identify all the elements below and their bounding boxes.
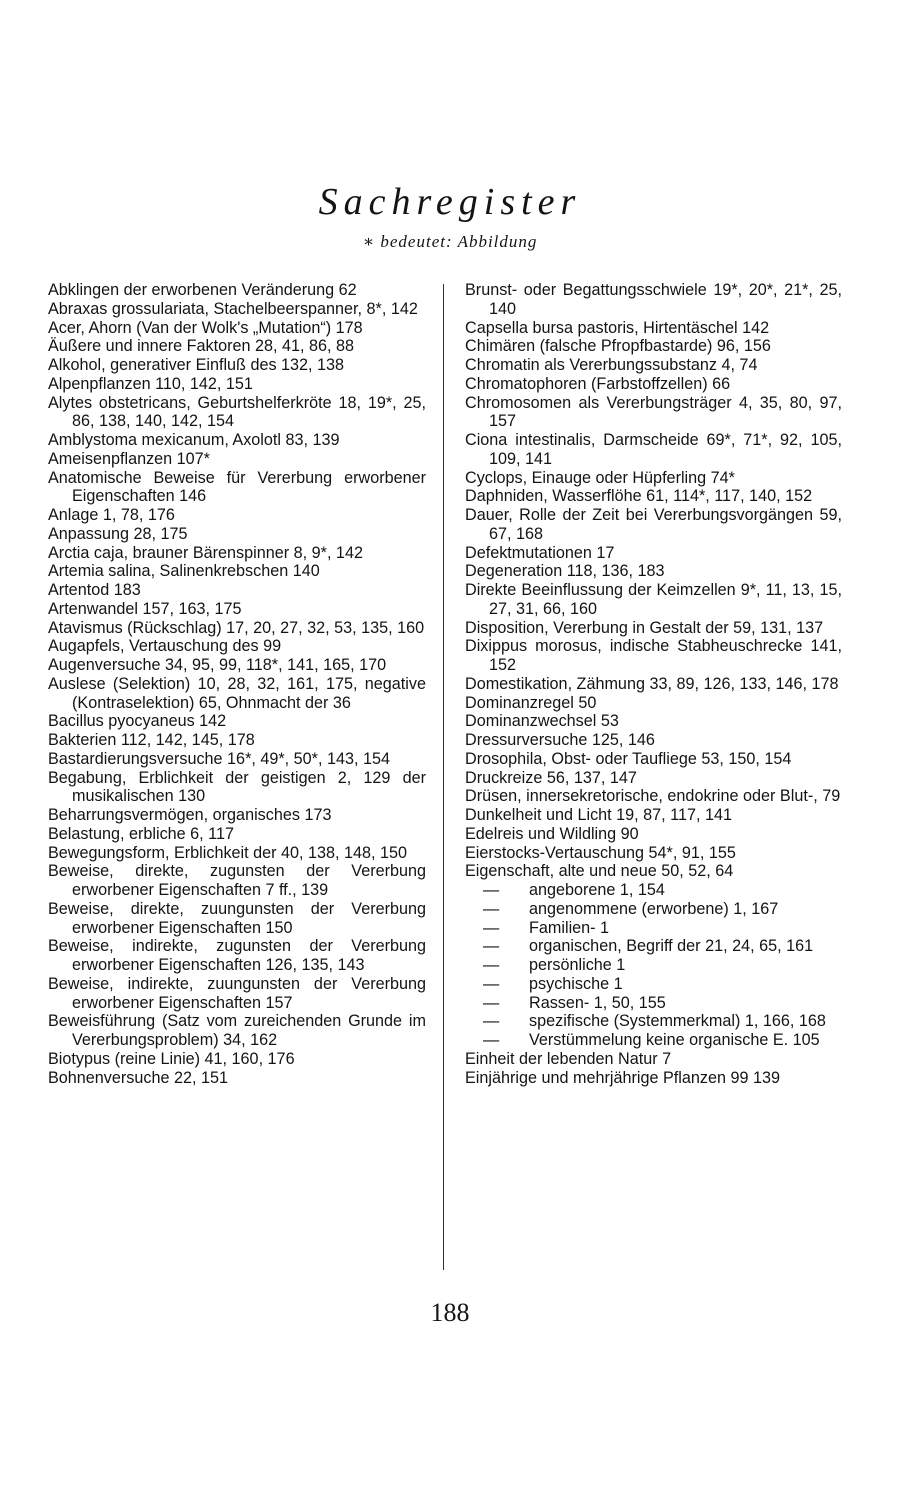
page-title: Sachregister xyxy=(318,181,582,223)
index-entry: Abraxas grossulariata, Stachelbeerspanner, 8*, 142 xyxy=(48,299,418,318)
index-entry: Bastardierungsversuche 16*, 49*, 50*, 143, 154 xyxy=(48,749,390,768)
subentry-dash: — xyxy=(483,974,500,993)
index-entry: Beharrungsvermögen, organisches 173 xyxy=(48,806,332,824)
index-entry: Druckreize 56, 137, 147 xyxy=(465,768,637,787)
index-subentry xyxy=(465,975,842,994)
index-entry: Bewegungsform, Erblichkeit der 40, 138, 148, 150 xyxy=(48,843,408,862)
subentry-text: spezifische (Systemmerkmal) 1, 166, 168 xyxy=(529,1012,826,1031)
subentry-dash: — xyxy=(483,918,500,937)
index-entry: Bohnenversuche 22, 151 xyxy=(48,1068,228,1087)
index-entry: Äußere und innere Faktoren 28, 41, 86, 88 xyxy=(48,337,354,356)
index-entry: Brunst- oder Begattungsschwiele 19*, 20*, 21*, 25, 140 xyxy=(465,281,842,318)
index-entry: Direkte Beeinflussung der Keimzellen 9*, 11, 13, 15, 27, 31, 66, 160 xyxy=(465,581,842,618)
index-entry: Chromatophoren (Farbstoffzellen) 66 xyxy=(465,374,731,393)
subentry-text: Familien- 1 xyxy=(529,918,610,937)
index-entry: Begabung, Erblichkeit der geistigen 2, 129 der musikalischen 130 xyxy=(48,768,426,806)
index-entry: Dauer, Rolle der Zeit bei Vererbungsvorgängen 59, 67, 168 xyxy=(465,506,842,543)
index-entry: Augenversuche 34, 95, 99, 118*, 141, 165, 170 xyxy=(48,656,387,674)
subentry-dash: — xyxy=(483,899,500,918)
index-entry: Drüsen, innersekretorische, endokrine oder Blut-, 79 xyxy=(465,787,841,806)
index-subentry xyxy=(465,937,842,956)
index-entry: Disposition, Vererbung in Gestalt der 59, 131, 137 xyxy=(465,618,824,637)
index-entry: Degeneration 118, 136, 183 xyxy=(465,562,665,581)
index-entry: Edelreis und Wildling 90 xyxy=(465,824,639,843)
index-entry: Beweisführung (Satz vom zureichenden Grunde im Vererbungsproblem) 34, 162 xyxy=(48,1012,426,1049)
subentry-dash: — xyxy=(483,956,500,974)
index-entry: Auslese (Selektion) 10, 28, 32, 161, 175, negative (Kontraselektion) 65, Ohnmacht der 36 xyxy=(48,674,426,712)
index-entry: Arctia caja, brauner Bärenspinner 8, 9*, 142 xyxy=(48,543,363,562)
subentry-dash: — xyxy=(483,881,500,899)
index-entry: Chromosomen als Vererbungsträger 4, 35, 80, 97, 157 xyxy=(465,393,842,431)
index-entry: Beweise, direkte, zugunsten der Vererbung erworbener Eigenschaften 7 ff., 139 xyxy=(48,862,426,899)
index-entry: Beweise, indirekte, zugunsten der Vererbung erworbener Eigenschaften 126, 135, 143 xyxy=(48,937,426,974)
index-subentry xyxy=(465,900,842,919)
index-column-left xyxy=(48,281,426,1087)
index-entry: Bakterien 112, 142, 145, 178 xyxy=(48,731,255,749)
index-entry: Dominanzregel 50 xyxy=(465,693,597,712)
index-subentry xyxy=(465,919,842,938)
page-number: 188 xyxy=(430,1298,470,1327)
index-subentry xyxy=(465,881,842,900)
index-subentry xyxy=(465,956,842,975)
subentry-text: psychische 1 xyxy=(529,974,623,993)
subentry-text: angeborene 1, 154 xyxy=(529,881,665,899)
index-entry: Eigenschaft, alte und neue 50, 52, 64 xyxy=(465,862,734,881)
index-entry: Einheit der lebenden Natur 7 xyxy=(465,1049,672,1068)
subentry-dash: — xyxy=(483,1031,500,1049)
index-entry: Belastung, erbliche 6, 117 xyxy=(48,824,234,843)
index-column-right xyxy=(465,281,842,1087)
index-entry: Domestikation, Zähmung 33, 89, 126, 133, 146, 178 xyxy=(465,674,839,693)
index-subentry xyxy=(465,1012,842,1031)
index-entry: Dressurversuche 125, 146 xyxy=(465,731,655,749)
index-entry: Artentod 183 xyxy=(48,581,141,599)
index-entry: Amblystoma mexicanum, Axolotl 83, 139 xyxy=(48,431,340,449)
index-entry: Anlage 1, 78, 176 xyxy=(48,506,175,524)
index-entry: Defektmutationen 17 xyxy=(465,543,615,562)
subentry-text: organischen, Begriff der 21, 24, 65, 161 xyxy=(529,937,814,956)
index-entry: Dixippus morosus, indische Stabheuschrecke 141, 152 xyxy=(465,637,842,674)
index-entry: Alkohol, generativer Einfluß des 132, 138 xyxy=(48,356,345,374)
subentry-text: angenommene (erworbene) 1, 167 xyxy=(529,899,779,918)
subentry-text: persönliche 1 xyxy=(529,956,626,974)
column-divider xyxy=(443,284,444,1270)
index-entry: Ameisenpflanzen 107* xyxy=(48,449,210,468)
index-subentry xyxy=(465,1031,842,1050)
index-entry: Einjährige und mehrjährige Pflanzen 99 139 xyxy=(465,1068,780,1087)
subentry-dash: — xyxy=(483,993,500,1012)
index-entry: Artemia salina, Salinenkrebschen 140 xyxy=(48,562,320,581)
index-entry: Dunkelheit und Licht 19, 87, 117, 141 xyxy=(465,806,732,824)
index-entry: Atavismus (Rückschlag) 17, 20, 27, 32, 53, 135, 160 xyxy=(48,618,425,637)
index-entry: Chromatin als Vererbungssubstanz 4, 74 xyxy=(465,356,758,374)
index-entry: Alpenpflanzen 110, 142, 151 xyxy=(48,374,253,393)
index-entry: Daphniden, Wasserflöhe 61, 114*, 117, 140, 152 xyxy=(465,487,813,506)
index-entry: Chimären (falsche Pfropfbastarde) 96, 156 xyxy=(465,337,771,356)
index-entry: Capsella bursa pastoris, Hirtentäschel 142 xyxy=(465,318,770,337)
page-subtitle: ∗ bedeutet: Abbildung xyxy=(362,232,538,251)
subentry-dash: — xyxy=(483,1012,500,1031)
index-entry: Biotypus (reine Linie) 41, 160, 176 xyxy=(48,1049,295,1068)
index-entry: Dominanzwechsel 53 xyxy=(465,712,619,731)
subentry-dash: — xyxy=(483,937,500,956)
subentry-text: Verstümmelung keine organische E. 105 xyxy=(529,1031,820,1049)
index-entry: Bacillus pyocyaneus 142 xyxy=(48,712,227,731)
index-entry: Beweise, direkte, zuungunsten der Vererbung erworbener Eigenschaften 150 xyxy=(48,899,426,937)
subentry-text: Rassen- 1, 50, 155 xyxy=(529,993,666,1012)
index-entry: Ciona intestinalis, Darmscheide 69*, 71*, 92, 105, 109, 141 xyxy=(465,431,842,468)
index-entry: Anpassung 28, 175 xyxy=(48,524,188,543)
index-entry: Artenwandel 157, 163, 175 xyxy=(48,599,242,618)
index-entry: Cyclops, Einauge oder Hüpferling 74* xyxy=(465,468,735,487)
index-entry: Abklingen der erworbenen Veränderung 62 xyxy=(48,281,357,299)
index-entry: Eierstocks-Vertauschung 54*, 91, 155 xyxy=(465,843,736,862)
index-entry: Augapfels, Vertauschung des 99 xyxy=(48,637,282,656)
index-entry: Beweise, indirekte, zuungunsten der Vererbung erworbener Eigenschaften 157 xyxy=(48,974,426,1012)
index-subentry xyxy=(465,994,842,1013)
index-entry: Acer, Ahorn (Van der Wolk's „Mutation“) 178 xyxy=(48,318,363,337)
index-entry: Alytes obstetricans, Geburtshelferkröte 18, 19*, 25, 86, 138, 140, 142, 154 xyxy=(48,393,426,431)
index-entry: Drosophila, Obst- oder Taufliege 53, 150, 154 xyxy=(465,749,792,768)
index-entry: Anatomische Beweise für Vererbung erworbener Eigenschaften 146 xyxy=(48,468,426,506)
